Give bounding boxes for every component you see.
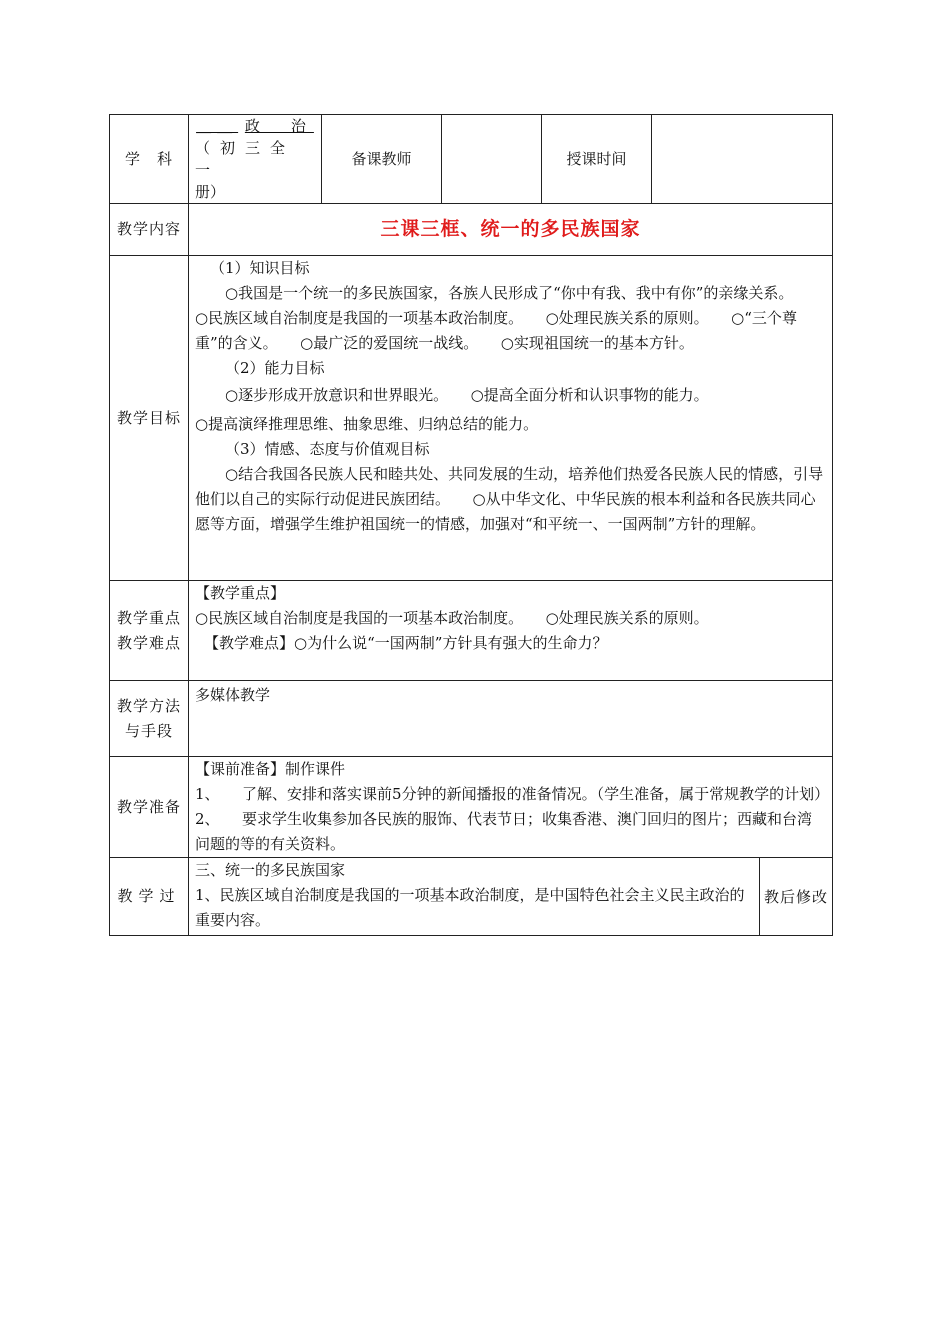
knowledge-heading: （1）知识目标 (210, 259, 310, 277)
methods-label: 教学方法与手段 (110, 681, 189, 757)
emotion-heading: （3）情感、态度与价值观目标 (225, 440, 430, 458)
key-points-cell (189, 581, 833, 681)
ability-line-2: ○提高演绎推理思维、抽象思维、归纳总结的能力。 (195, 415, 539, 433)
prep-teacher-label: 备课教师 (322, 115, 442, 204)
subject-label: 学 科 (110, 115, 189, 204)
key-points-row (110, 581, 833, 681)
process-label: 教学过 (110, 858, 189, 936)
preparation-row (110, 757, 833, 858)
process-line-2: 1、民族区域自治制度是我国的一项基本政治制度，是中国特色社会主义民主政治的重要内容。 (195, 886, 745, 929)
goals-row (110, 256, 833, 581)
ability-line-1: ○逐步形成开放意识和世界眼光。 ○提高全面分析和认识事物的能力。 (225, 386, 709, 404)
methods-row (110, 681, 833, 757)
process-row (110, 858, 833, 936)
process-line-1: 三、统一的多民族国家 (195, 861, 346, 879)
prep-teacher-value[interactable] (442, 115, 542, 204)
process-cell (189, 858, 760, 936)
key-points-label: 教学重点教学难点 (110, 581, 189, 681)
preparation-text: 1、 了解、安排和落实课前5分钟的新闻播报的准备情况。（学生准备，属于常规教学的计划） 2、 要求学生收集参加各民族的服饰、代表节日；收集香港、澳门回归的图片；西藏和台湾问题的等的有关资料。 (195, 785, 837, 853)
teach-time-value[interactable] (652, 115, 833, 204)
subject-cell (189, 115, 322, 204)
knowledge-text: ○我国是一个统一的多民族国家，各族人民形成了“你中有我、我中有你”的亲缘关系。 ○民族区域自治制度是我国的一项基本政治制度。 ○处理民族关系的原则。 ○“三个尊重”的含义。 ○最广泛的爱国统一战线。 ○实现祖国统一的基本方针。 (195, 284, 816, 352)
subject-grade: （初三全一 (195, 139, 296, 179)
content-label: 教学内容 (110, 204, 189, 256)
difficult-text: ○为什么说“一国两制”方针具有强大的生命力？ (294, 634, 608, 652)
preparation-label: 教学准备 (110, 757, 189, 858)
lesson-title: 三课三框、统一的多民族国家 (380, 217, 641, 240)
lesson-title-cell (189, 204, 833, 256)
goals-label: 教学目标 (110, 256, 189, 581)
header-row (110, 115, 833, 204)
difficult-heading: 【教学难点】 (204, 634, 295, 652)
methods-cell (189, 681, 833, 757)
key-text: ○民族区域自治制度是我国的一项基本政治制度。 ○处理民族关系的原则。 (195, 609, 709, 627)
goals-cell (189, 256, 833, 581)
emotion-text: ○结合我国各民族人民和睦共处、共同发展的生动，培养他们热爱各民族人民的情感，引导他们以自己的实际行动促进民族团结。 ○从中华文化、中华民族的根本利益和各民族共同心愿等方面，增强学生维护祖国统一的情感，加强对“和平统一、一国两制”方针的理解。 (195, 465, 824, 533)
key-heading: 【教学重点】 (195, 584, 286, 602)
methods-text: 多媒体教学 (195, 686, 271, 704)
subject-volume: 册） (195, 183, 226, 201)
subject-name: 政 治 (244, 117, 314, 135)
subject-blank: ＿＿ (196, 117, 239, 135)
content-row (110, 204, 833, 256)
revision-label: 教后修改 (760, 858, 833, 936)
ability-heading: （2）能力目标 (225, 359, 325, 377)
preparation-heading: 【课前准备】制作课件 (195, 760, 346, 778)
lesson-plan-table (109, 114, 837, 936)
teach-time-label: 授课时间 (542, 115, 652, 204)
preparation-cell (189, 757, 837, 858)
